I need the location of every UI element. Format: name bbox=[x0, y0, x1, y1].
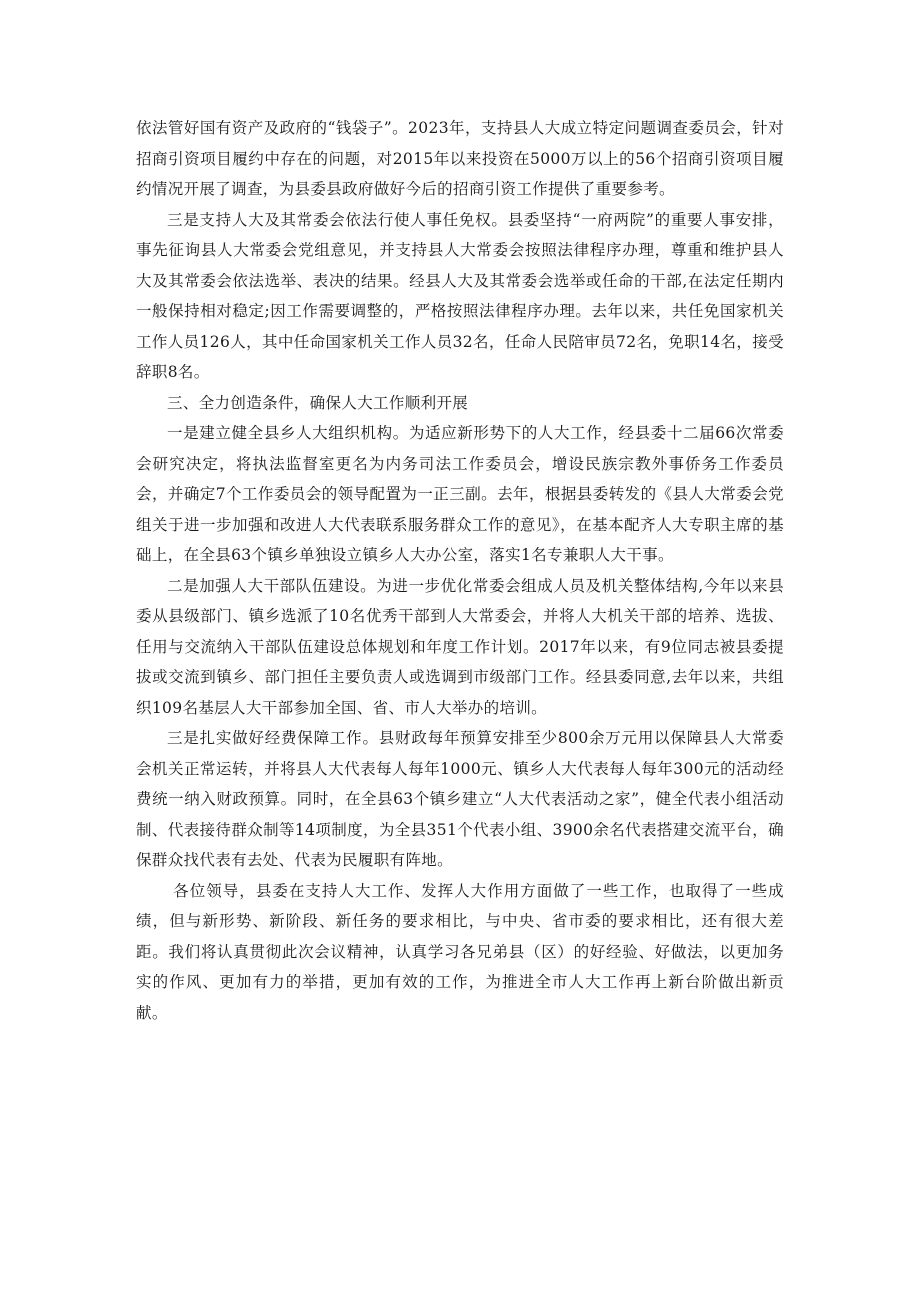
paragraph-state-assets: 依法管好国有资产及政府的“钱袋子”。2023年，支持县人大成立特定问题调查委员会，针对招商引资项目履约中存在的问题，对2015年以来投资在5000万以上的56个招商引资项目履约情况开展了调查，为县委县政府做好今后的招商引资工作提供了重要参考。 bbox=[136, 119, 784, 198]
paragraph-personnel-appointment: 三是支持人大及其常委会依法行使人事任免权。县委坚持“一府两院”的重要人事安排，事先征询县人大常委会党组意见，并支持县人大常委会按照法律程序办理，尊重和维护县人大及其常委会依法选举、表决的结果。经县人大及其常委会选举或任命的干部,在法定任期内一般保持相对稳定;因工作需要调整的，严格按照法律程序办理。去年以来，共任免国家机关工作人员126人，其中任命国家机关工作人员32名，任命人民陪审员72名，免职14名，接受辞职8名。 bbox=[136, 210, 784, 381]
section-heading-three: 三、全力创造条件，确保人大工作顺利开展 bbox=[167, 393, 469, 412]
paragraph-organization: 一是建立健全县乡人大组织机构。为适应新形势下的人大工作，经县委十二届66次常委会研究决定，将执法监督室更名为内务司法工作委员会，增设民族宗教外事侨务工作委员会，并确定7个工作委员会的领导配置为一正三副。去年，根据县委转发的《县人大常委会党组关于进一步加强和改进人大代表联系服务群众工作的意见》，在基本配齐人大专职主席的基础上，在全县63个镇乡单独设立镇乡人大办公室，落实1名专兼职人大干事。 bbox=[136, 424, 784, 564]
document-page bbox=[136, 113, 784, 1028]
paragraph-cadre-team: 二是加强人大干部队伍建设。为进一步优化常委会组成人员及机关整体结构,今年以来县委从县级部门、镇乡选派了10名优秀干部到人大常委会，并将人大机关干部的培养、选拔、任用与交流纳入干部队伍建设总体规划和年度工作计划。2017年以来，有9位同志被县委提拔或交流到镇乡、部门担任主要负责人或选调到市级部门工作。经县委同意,去年以来，共组织109名基层人大干部参加全国、省、市人大举办的培训。 bbox=[136, 576, 784, 717]
paragraph-conclusion: 各位领导，县委在支持人大工作、发挥人大作用方面做了一些工作，也取得了一些成绩，但与新形势、新阶段、新任务的要求相比，与中央、省市委的要求相比，还有很大差距。我们将认真贯彻此次会议精神，认真学习各兄弟县（区）的好经验、好做法，以更加务实的作风、更加有力的举措，更加有效的工作，为推进全市人大工作再上新台阶做出新贡献。 bbox=[136, 881, 784, 1022]
paragraph-funding: 三是扎实做好经费保障工作。县财政每年预算安排至少800余万元用以保障县人大常委会机关正常运转，并将县人大代表每人每年1000元、镇乡人大代表每人每年300元的活动经费统一纳入财政预算。同时，在全县63个镇乡建立“人大代表活动之家”，健全代表小组活动制、代表接待群众制等14项制度，为全县351个代表小组、3900余名代表搭建交流平台，确保群众找代表有去处、代表为民履职有阵地。 bbox=[136, 729, 784, 869]
